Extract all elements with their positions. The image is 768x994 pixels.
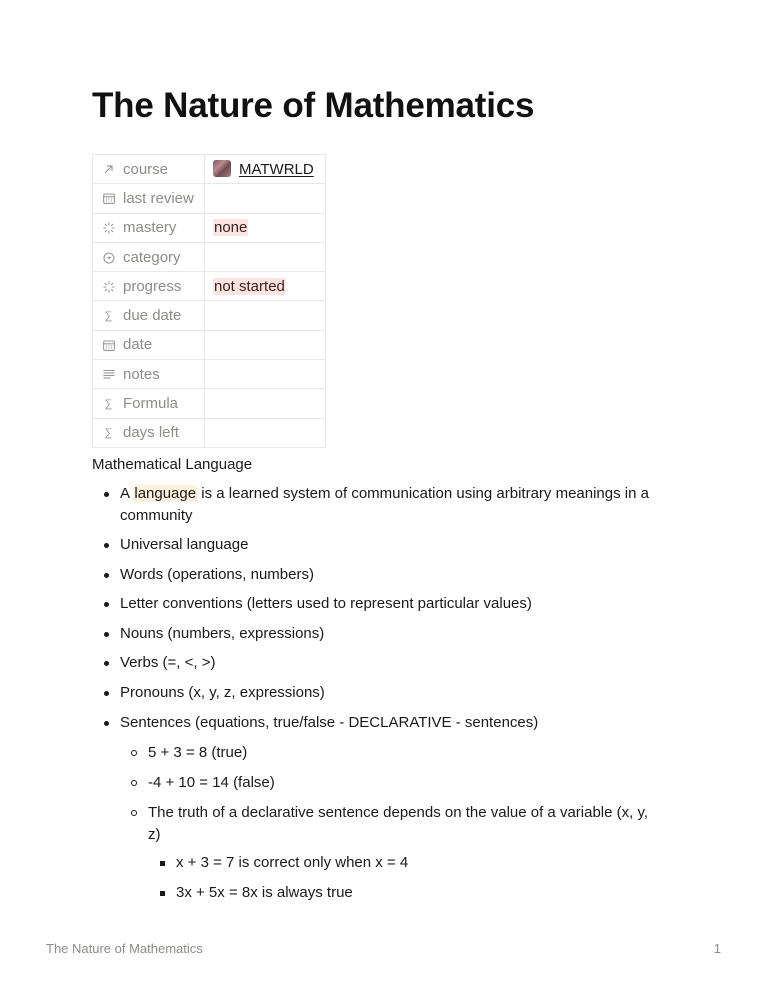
property-label: mastery	[123, 219, 177, 237]
bullet-dot	[104, 661, 109, 666]
property-value-cell[interactable]	[205, 301, 326, 330]
bullet-dot	[104, 573, 109, 578]
bullet-circle	[131, 750, 137, 756]
property-row-date[interactable]	[93, 330, 326, 359]
arrow-up-right-icon	[102, 164, 115, 175]
property-name-cell	[93, 272, 205, 301]
property-row-category[interactable]	[93, 242, 326, 271]
bullet-dot	[104, 602, 109, 607]
bullet-square	[160, 891, 165, 896]
list-item	[120, 483, 680, 527]
property-label: last review	[123, 189, 194, 207]
bullet-circle	[131, 780, 137, 786]
property-value-cell[interactable]	[205, 418, 326, 447]
list-item-text: A	[120, 485, 134, 502]
property-row-notes[interactable]	[93, 360, 326, 389]
list-item-text: is a learned system of communication using arbitrary meanings in a	[197, 485, 649, 502]
sigma-icon: ∑	[104, 397, 113, 410]
property-label: Formula	[123, 395, 179, 413]
list-item: Universal language	[120, 536, 249, 553]
text-lines-icon	[102, 369, 115, 380]
list-item: Verbs (=, <, >)	[120, 654, 216, 671]
property-row-days-left[interactable]	[93, 418, 326, 447]
bullet-circle	[131, 810, 137, 816]
calendar-icon	[102, 340, 115, 351]
property-value-cell[interactable]	[205, 360, 326, 389]
status-badge: none	[214, 219, 248, 237]
list-item: x + 3 = 7 is correct only when x = 4	[176, 854, 409, 871]
property-name-cell	[93, 184, 205, 213]
calendar-icon	[102, 193, 115, 204]
property-name-cell	[93, 242, 205, 271]
sigma-icon: ∑	[104, 309, 113, 322]
section-heading: Mathematical Language	[92, 456, 253, 473]
list-item	[148, 802, 688, 846]
properties-table	[92, 154, 326, 448]
list-item-text: z)	[148, 826, 161, 843]
bullet-dot	[104, 492, 109, 497]
property-name-cell	[93, 330, 205, 359]
property-label: course	[123, 160, 169, 178]
property-row-mastery[interactable]	[93, 213, 326, 242]
property-label: notes	[123, 365, 160, 383]
property-value-cell[interactable]	[205, 213, 326, 242]
property-name-cell	[93, 418, 205, 447]
list-item: 5 + 3 = 8 (true)	[148, 744, 248, 761]
bullet-dot	[104, 632, 109, 637]
property-name-cell	[93, 360, 205, 389]
list-item: 3x + 5x = 8x is always true	[176, 884, 353, 901]
property-label: date	[123, 336, 153, 354]
list-item-text: community	[120, 507, 193, 524]
list-item: Nouns (numbers, expressions)	[120, 625, 325, 642]
property-row-progress[interactable]	[93, 272, 326, 301]
property-row-due-date[interactable]	[93, 301, 326, 330]
property-name-cell	[93, 389, 205, 418]
list-item: Sentences (equations, true/false - DECLARATIVE - sentences)	[120, 714, 539, 731]
property-name-cell	[93, 213, 205, 242]
bullet-dot	[104, 721, 109, 726]
property-row-last-review[interactable]	[93, 184, 326, 213]
property-label: days left	[123, 424, 179, 442]
property-value-cell[interactable]	[205, 155, 326, 184]
status-icon	[102, 281, 115, 293]
list-item: -4 + 10 = 14 (false)	[148, 774, 275, 791]
property-name-cell	[93, 301, 205, 330]
highlighted-term: language	[134, 485, 197, 502]
course-thumbnail	[213, 160, 231, 177]
list-item: Letter conventions (letters used to represent particular values)	[120, 595, 532, 612]
property-label: category	[123, 248, 181, 266]
course-link[interactable]: MATWRLD	[239, 161, 314, 179]
footer-document-title: The Nature of Mathematics	[46, 941, 203, 956]
property-row-formula[interactable]	[93, 389, 326, 418]
status-icon	[102, 222, 115, 234]
property-name-cell	[93, 155, 205, 184]
bullet-square	[160, 861, 165, 866]
page-title: The Nature of Mathematics	[92, 86, 535, 125]
property-value-cell[interactable]	[205, 272, 326, 301]
property-label: due date	[123, 307, 182, 325]
status-badge: not started	[214, 277, 285, 295]
property-row-course[interactable]	[93, 155, 326, 184]
bullet-dot	[104, 543, 109, 548]
property-value-cell[interactable]	[205, 242, 326, 271]
property-value-cell[interactable]	[205, 184, 326, 213]
list-item-text: The truth of a declarative sentence depends on the value of a variable (x, y,	[148, 804, 649, 821]
select-icon	[102, 252, 115, 264]
property-value-cell[interactable]	[205, 330, 326, 359]
footer-page-number: 1	[713, 941, 721, 956]
list-item: Words (operations, numbers)	[120, 566, 314, 583]
sigma-icon: ∑	[104, 426, 113, 439]
property-label: progress	[123, 277, 182, 295]
list-item: Pronouns (x, y, z, expressions)	[120, 684, 325, 701]
bullet-dot	[104, 691, 109, 696]
property-value-cell[interactable]	[205, 389, 326, 418]
